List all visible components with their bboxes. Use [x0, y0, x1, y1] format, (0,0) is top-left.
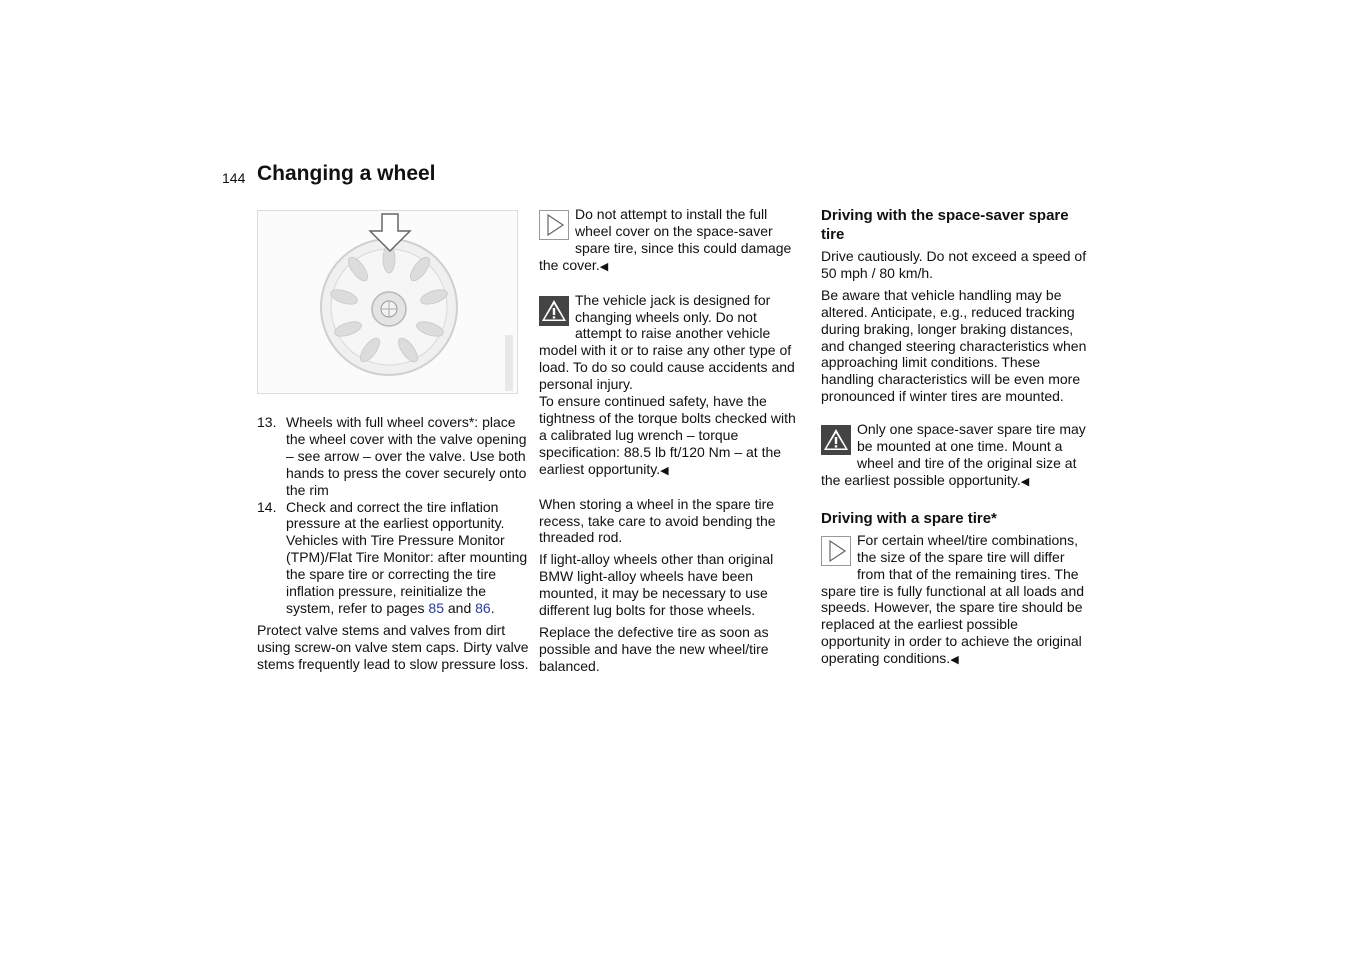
warning-icon: [539, 296, 569, 326]
column-middle: [539, 206, 807, 680]
note-triangle-icon: [539, 210, 569, 240]
page-number: 144: [222, 170, 246, 186]
wheel-cover-illustration: [257, 210, 518, 394]
list-item-text-part: and: [443, 599, 476, 616]
end-mark-icon: ◀: [1020, 475, 1030, 488]
note-box: [539, 206, 807, 276]
warning-text: Only one space-saver spare tire may be mounted at one time. Mount a wheel and tire of the original size at the earliest possible opportunity.: [821, 421, 1086, 488]
page-link-85[interactable]: 85: [428, 599, 444, 616]
note-text: Do not attempt to install the full wheel cover on the space-saver spare tire, since this could damage the cover.: [539, 206, 792, 273]
section-heading-space-saver: Driving with the space-saver spare tire: [821, 207, 1069, 243]
light-alloy-paragraph: If light-alloy wheels other than original BMW light-alloy wheels have been mounted, it may be necessary to use different lug bolts for those wheels.: [539, 551, 774, 619]
list-item-number: 13.: [257, 414, 277, 430]
numbered-list: [257, 414, 529, 617]
warning-icon: [821, 425, 851, 455]
end-mark-icon: ◀: [950, 654, 959, 667]
note-box: [821, 532, 1091, 669]
warning-text-continued: To ensure continued safety, have the tightness of the torque bolts checked with a calibrated lug wrench – torque specification: 88.5 lb ft/120 Nm – at the earliest opportunity.: [539, 393, 796, 477]
end-mark-icon: ◀: [660, 464, 669, 477]
warning-text: The vehicle jack is designed for changing wheels only. Do not attempt to raise another vehicle model with it or to raise any other type of load. To do so could cause accidents and personal injury.: [539, 291, 795, 393]
valve-stem-paragraph: Protect valve stems and valves from dirt using screw-on valve stem caps. Dirty valve stems frequently lead to slow pressure loss.: [257, 621, 529, 672]
wheel-cover-icon: [258, 211, 517, 393]
list-item: [257, 414, 529, 499]
list-item-number: 14.: [257, 498, 277, 515]
column-left: [257, 210, 529, 678]
drive-cautiously-paragraph: Drive cautiously. Do not exceed a speed of 50 mph / 80 km/h.: [821, 248, 1087, 281]
list-item-text: [286, 499, 529, 617]
warning-box: [539, 292, 807, 480]
storing-paragraph: When storing a wheel in the spare tire recess, take care to avoid bending the threaded rod.: [539, 495, 776, 546]
warning-box: [821, 421, 1091, 491]
note-triangle-icon: [821, 536, 851, 566]
end-mark-icon: ◀: [599, 260, 609, 273]
list-item: [257, 499, 529, 617]
replace-tire-paragraph: Replace the defective tire as soon as possible and have the new wheel/tire balanced.: [539, 623, 769, 674]
list-item-text-part: .: [490, 599, 495, 616]
note-text: For certain wheel/tire combinations, the size of the spare tire will differ from that of the remaining tires. The spare tire is fully functional at all loads and speeds. However, the spare tire should be replaced at the earliest possible opportunity in order to achieve the original operating conditions.: [821, 531, 1085, 667]
list-item-text-part: Check and correct the tire inflation pressure at the earliest opportunity. Vehicles with Tire Pressure Monitor (TPM)/Flat Tire Monitor: after mounting the spare tire or correcting the tire inflation pressure, reinitialize the system, refer to pages: [286, 498, 528, 616]
column-right: [821, 206, 1091, 685]
page-title: Changing a wheel: [257, 162, 436, 185]
section-heading-spare-tire: Driving with a spare tire*: [821, 509, 997, 527]
list-item-text: Wheels with full wheel covers*: place the wheel cover with the valve opening – see arrow – over the valve. Use both hands to press the cover securely onto the rim: [286, 414, 527, 498]
handling-paragraph: Be aware that vehicle handling may be altered. Anticipate, e.g., reduced tracking during braking, longer braking distances, and changed steering characteristics when approaching limit conditions. These handling characteristics will be even more pronounced if winter tires are mounted.: [821, 286, 1087, 405]
page-link-86[interactable]: 86: [475, 599, 491, 616]
